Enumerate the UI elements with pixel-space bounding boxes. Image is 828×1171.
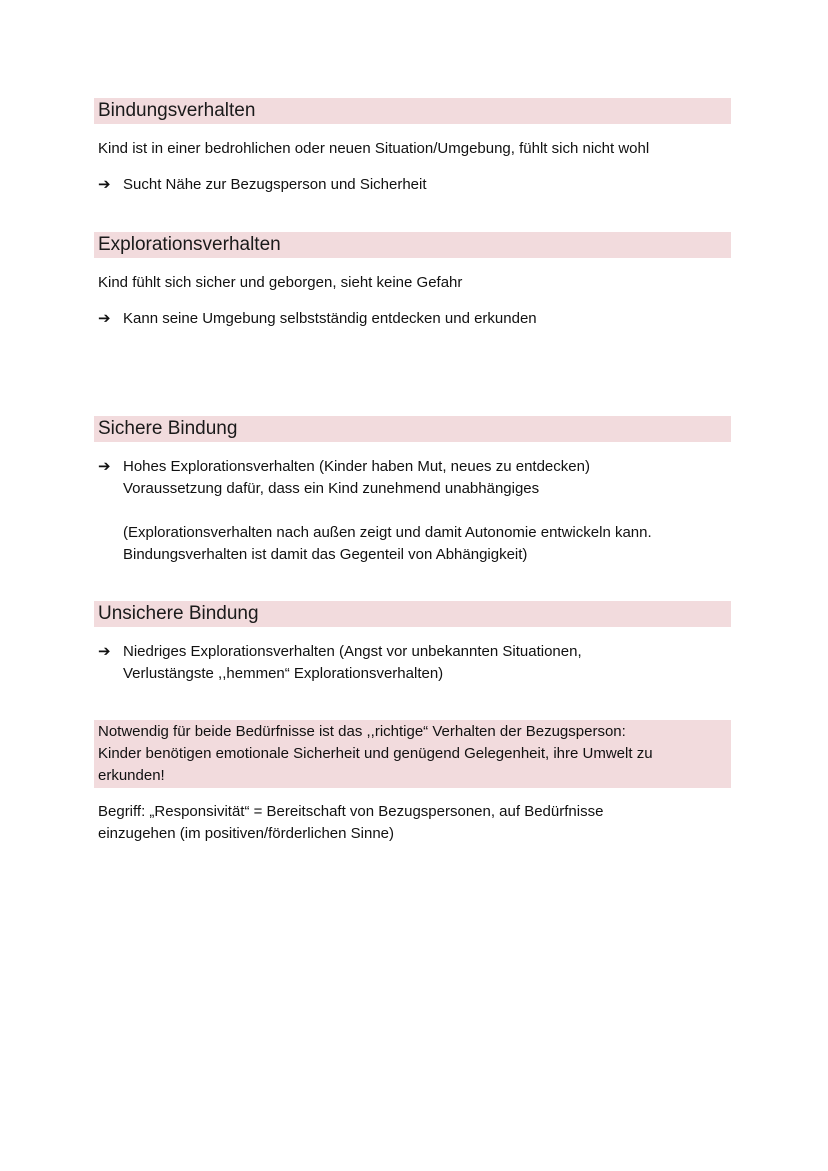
explorationsverhalten-bullet-text: Kann seine Umgebung selbstständig entdecken und erkunden: [123, 310, 537, 327]
arrow-right-icon: ➔: [98, 458, 111, 475]
sichere-bindung-bullet-line1: Hohes Explorationsverhalten (Kinder haben Mut, neues zu entdecken): [123, 458, 590, 475]
explorationsverhalten-description: Kind fühlt sich sicher und geborgen, sieht keine Gefahr: [98, 274, 463, 291]
arrow-right-icon: ➔: [98, 310, 111, 327]
heading-bindungsverhalten: Bindungsverhalten: [94, 98, 731, 124]
heading-unsichere-bindung: Unsichere Bindung: [94, 601, 731, 627]
heading-explorationsverhalten: Explorationsverhalten: [94, 232, 731, 258]
summary-line2: Kinder benötigen emotionale Sicherheit und genügend Gelegenheit, ihre Umwelt zu: [98, 745, 653, 762]
sichere-bindung-bullet-line2: Voraussetzung dafür, dass ein Kind zunehmend unabhängiges: [123, 480, 540, 497]
sichere-bindung-note-line1: (Explorationsverhalten nach außen zeigt und damit Autonomie entwickeln kann.: [123, 524, 652, 541]
arrow-right-icon: ➔: [98, 176, 111, 193]
summary-highlight: [94, 720, 731, 788]
heading-sichere-bindung: Sichere Bindung: [94, 416, 731, 442]
definition-line2: einzugehen (im positiven/förderlichen Sinne): [98, 825, 395, 842]
summary-line1: Notwendig für beide Bedürfnisse ist das ,,richtige“ Verhalten der Bezugsperson:: [98, 723, 626, 740]
unsichere-bindung-bullet-line1: Niedriges Explorationsverhalten (Angst vor unbekannten Situationen,: [123, 643, 582, 660]
bindungsverhalten-description: Kind ist in einer bedrohlichen oder neuen Situation/Umgebung, fühlt sich nicht wohl: [98, 140, 650, 157]
sichere-bindung-note-line2: Bindungsverhalten ist damit das Gegenteil von Abhängigkeit): [123, 546, 528, 563]
bindungsverhalten-bullet-text: Sucht Nähe zur Bezugsperson und Sicherheit: [123, 176, 427, 193]
unsichere-bindung-bullet-line2: Verlustängste ,,hemmen“ Explorationsverhalten): [123, 665, 444, 682]
summary-line3: erkunden!: [98, 767, 165, 784]
definition-line1: Begriff: „Responsivität“ = Bereitschaft von Bezugspersonen, auf Bedürfnisse: [98, 803, 604, 820]
arrow-right-icon: ➔: [98, 643, 111, 660]
